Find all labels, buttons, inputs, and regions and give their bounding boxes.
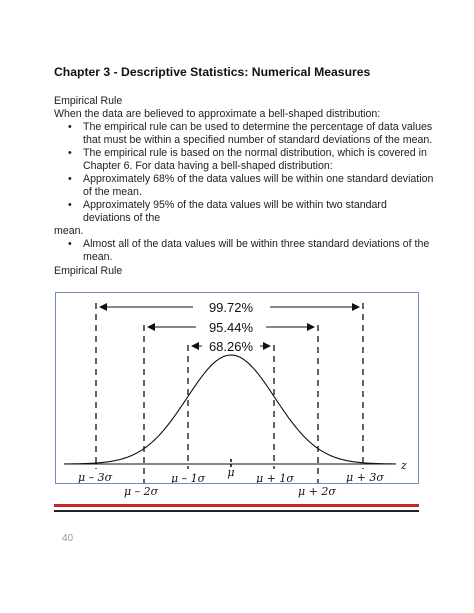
section-heading: Empirical Rule: [54, 95, 123, 107]
bullet-line: Approximately 68% of the data values will be within one standard deviation: [83, 173, 434, 185]
figure-caption: Empirical Rule: [54, 265, 123, 277]
bullet-line: The empirical rule is based on the normal distribution, which is covered in: [83, 147, 427, 159]
bell-curve: [64, 355, 396, 464]
interval-95-44: [148, 320, 314, 335]
empirical-rule-diagram: [56, 293, 418, 483]
bullet-line: deviations of the: [83, 212, 161, 225]
footer-rule-red: [54, 504, 419, 507]
axis-label-mu-plus-1-sigma: μ + 1σ: [256, 472, 294, 483]
continuation-text: mean.: [54, 225, 84, 237]
axis-label-mu-minus-2-sigma: μ – 2σ: [124, 485, 159, 498]
axis-label-mu-plus-2-sigma: μ + 2σ: [298, 485, 336, 498]
interval-label-99-72: 99.72%: [208, 300, 254, 315]
interval-label-68-26: 68.26%: [208, 339, 254, 354]
z-axis-label: z: [401, 459, 407, 472]
bullet-icon: •: [68, 199, 72, 211]
bullet-icon: •: [68, 147, 72, 159]
axis-label-mu-minus-1-sigma: μ – 1σ: [171, 472, 206, 483]
bullet-line: that must be within a specified number of standard deviations of the mean.: [83, 134, 433, 147]
bullet-line: Almost all of the data values will be within three standard deviations of the: [83, 238, 430, 250]
bullet-icon: •: [68, 173, 72, 185]
axis-label-mu: μ: [227, 466, 235, 479]
footer-rule-black: [54, 510, 419, 512]
bullet-line: of the mean.: [83, 186, 142, 199]
axis-label-mu-minus-3-sigma: μ – 3σ: [78, 471, 113, 483]
interval-99-72: [100, 300, 359, 315]
bullet-line: The empirical rule can be used to determine the percentage of data values: [83, 121, 433, 133]
intro-paragraph: When the data are believed to approximate a bell-shaped distribution:: [54, 108, 381, 120]
page-number: 40: [62, 533, 74, 544]
interval-label-95-44: 95.44%: [208, 320, 254, 335]
bullet-line: mean.: [83, 251, 113, 264]
bullet-line: Approximately 95% of the data values will be within two standard: [83, 199, 387, 211]
empirical-rule-figure: [55, 292, 419, 484]
bullet-icon: •: [68, 238, 72, 250]
interval-68-26: [192, 339, 270, 354]
bullet-line: Chapter 6. For data having a bell-shaped distribution:: [83, 160, 333, 173]
axis-label-mu-plus-3-sigma: μ + 3σ: [346, 471, 384, 483]
bullet-icon: •: [68, 121, 72, 133]
lower-axis-labels: [0, 482, 474, 512]
chapter-title: Chapter 3 - Descriptive Statistics: Numerical Measures: [54, 65, 371, 79]
